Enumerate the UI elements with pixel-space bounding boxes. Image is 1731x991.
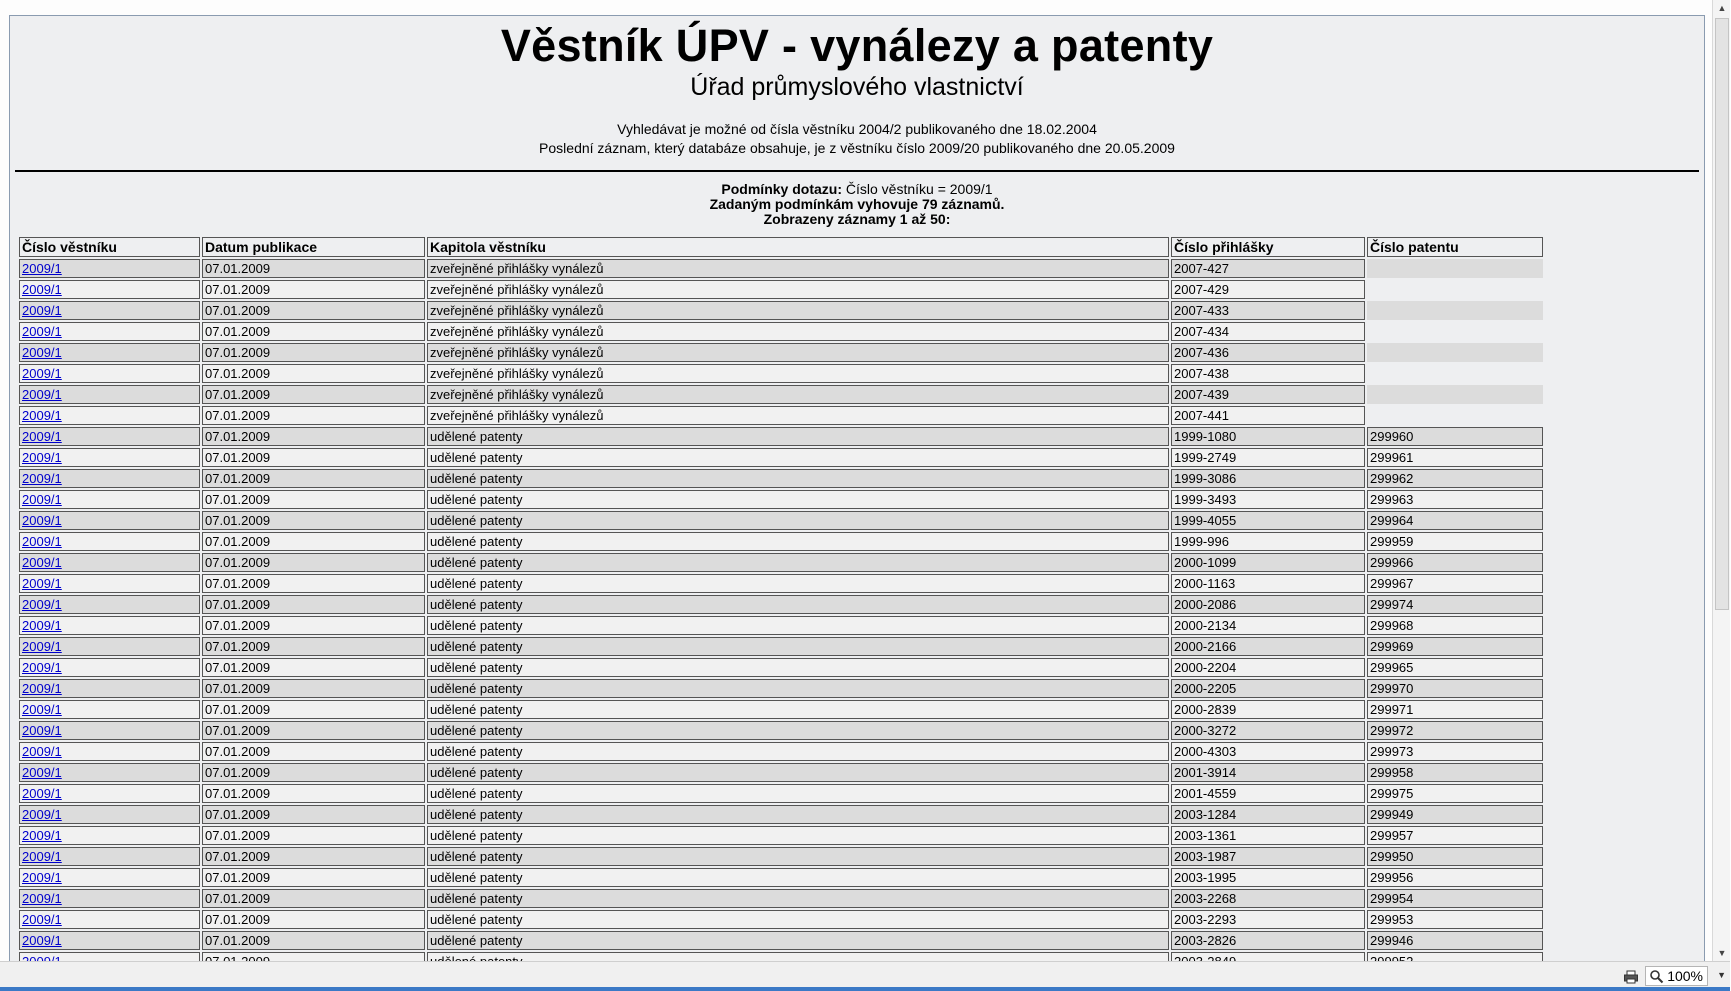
scroll-up-icon[interactable]: ▲ <box>1717 3 1727 13</box>
cell-application-number: 2000-2166 <box>1171 637 1365 656</box>
cell-application-number: 1999-2749 <box>1171 448 1365 467</box>
cell-publication-date: 07.01.2009 <box>202 742 425 761</box>
cell-publication-date: 07.01.2009 <box>202 322 425 341</box>
cell-application-number: 1999-1080 <box>1171 427 1365 446</box>
col-header-chapter: Kapitola věstníku <box>427 237 1169 257</box>
cell-application-number: 2007-433 <box>1171 301 1365 320</box>
header-divider <box>15 170 1699 172</box>
table-row <box>19 406 1543 425</box>
cell-application-number: 2000-2205 <box>1171 679 1365 698</box>
page-title: Věstník ÚPV - vynálezy a patenty <box>500 20 1214 71</box>
cell-publication-date: 07.01.2009 <box>202 280 425 299</box>
col-header-publication-date: Datum publikace <box>202 237 425 257</box>
cell-publication-date: 07.01.2009 <box>202 868 425 887</box>
cell-publication-date: 07.01.2009 <box>202 448 425 467</box>
cell-publication-date: 07.01.2009 <box>202 910 425 929</box>
table-row <box>19 301 1543 320</box>
cell-application-number: 2007-441 <box>1171 406 1365 425</box>
table-row <box>19 574 1543 593</box>
cell-chapter: udělené patenty <box>427 679 1169 698</box>
cell-patent-number: 299972 <box>1367 721 1543 740</box>
cell-issue-number <box>19 322 200 341</box>
cell-issue-number <box>19 721 200 740</box>
issue-link[interactable]: 2009/1 <box>22 744 62 759</box>
table-row <box>19 889 1543 908</box>
cell-publication-date: 07.01.2009 <box>202 889 425 908</box>
page-content <box>9 15 1705 975</box>
table-row <box>19 385 1543 404</box>
table-row <box>19 322 1543 341</box>
cell-application-number: 2000-1163 <box>1171 574 1365 593</box>
cell-patent-number: 299966 <box>1367 553 1543 572</box>
magnifier-icon <box>1650 970 1663 983</box>
cell-issue-number <box>19 280 200 299</box>
cell-chapter: udělené patenty <box>427 805 1169 824</box>
cell-chapter: udělené patenty <box>427 511 1169 530</box>
cell-chapter: udělené patenty <box>427 448 1169 467</box>
cell-patent-number: 299971 <box>1367 700 1543 719</box>
cell-issue-number <box>19 763 200 782</box>
cell-issue-number <box>19 637 200 656</box>
cell-issue-number <box>19 847 200 866</box>
cell-publication-date: 07.01.2009 <box>202 931 425 950</box>
cell-patent-number <box>1367 385 1543 404</box>
cell-chapter: udělené patenty <box>427 763 1169 782</box>
cell-chapter: udělené patenty <box>427 910 1169 929</box>
cell-application-number: 2007-427 <box>1171 259 1365 278</box>
issue-link[interactable]: 2009/1 <box>22 912 62 927</box>
cell-publication-date: 07.01.2009 <box>202 469 425 488</box>
cell-application-number: 2007-434 <box>1171 322 1365 341</box>
cell-patent-number: 299965 <box>1367 658 1543 677</box>
cell-issue-number <box>19 532 200 551</box>
cell-publication-date: 07.01.2009 <box>202 385 425 404</box>
table-row <box>19 280 1543 299</box>
cell-publication-date: 07.01.2009 <box>202 826 425 845</box>
issue-link[interactable]: 2009/1 <box>22 849 62 864</box>
issue-link[interactable]: 2009/1 <box>22 891 62 906</box>
table-row <box>19 784 1543 803</box>
cell-patent-number: 299973 <box>1367 742 1543 761</box>
taskbar-edge <box>0 987 1730 991</box>
issue-link[interactable]: 2009/1 <box>22 786 62 801</box>
cell-chapter: udělené patenty <box>427 868 1169 887</box>
cell-patent-number: 299956 <box>1367 868 1543 887</box>
cell-chapter: udělené patenty <box>427 784 1169 803</box>
issue-link[interactable]: 2009/1 <box>22 324 62 339</box>
col-header-application-number: Číslo přihlášky <box>1171 237 1365 257</box>
cell-publication-date: 07.01.2009 <box>202 511 425 530</box>
issue-link[interactable]: 2009/1 <box>22 828 62 843</box>
issue-link[interactable]: 2009/1 <box>22 282 62 297</box>
cell-issue-number <box>19 616 200 635</box>
issue-link[interactable]: 2009/1 <box>22 345 62 360</box>
cell-application-number: 2000-1099 <box>1171 553 1365 572</box>
table-row <box>19 364 1543 383</box>
issue-link[interactable]: 2009/1 <box>22 513 62 528</box>
query-summary <box>10 182 1704 227</box>
table-row <box>19 511 1543 530</box>
cell-publication-date: 07.01.2009 <box>202 259 425 278</box>
cell-patent-number: 299975 <box>1367 784 1543 803</box>
cell-patent-number <box>1367 343 1543 362</box>
cell-chapter: zveřejněné přihlášky vynálezů <box>427 385 1169 404</box>
cell-issue-number <box>19 511 200 530</box>
query-match-count: Zadaným podmínkám vyhovuje 79 záznamů. <box>709 196 1005 212</box>
cell-application-number: 2001-4559 <box>1171 784 1365 803</box>
cell-patent-number <box>1367 322 1543 341</box>
table-row <box>19 616 1543 635</box>
issue-link[interactable]: 2009/1 <box>22 303 62 318</box>
cell-patent-number: 299954 <box>1367 889 1543 908</box>
cell-patent-number: 299957 <box>1367 826 1543 845</box>
cell-chapter: udělené patenty <box>427 889 1169 908</box>
cell-patent-number: 299974 <box>1367 595 1543 614</box>
cell-application-number: 2001-3914 <box>1171 763 1365 782</box>
cell-patent-number: 299961 <box>1367 448 1543 467</box>
cell-patent-number: 299950 <box>1367 847 1543 866</box>
cell-issue-number <box>19 343 200 362</box>
cell-application-number: 2003-1995 <box>1171 868 1365 887</box>
table-row <box>19 679 1543 698</box>
zoom-control[interactable] <box>1645 966 1708 986</box>
cell-chapter: udělené patenty <box>427 595 1169 614</box>
table-row <box>19 910 1543 929</box>
cell-application-number: 2003-1284 <box>1171 805 1365 824</box>
printer-icon[interactable] <box>1624 971 1638 983</box>
table-row <box>19 805 1543 824</box>
table-row <box>19 637 1543 656</box>
cell-patent-number <box>1367 301 1543 320</box>
cell-publication-date: 07.01.2009 <box>202 595 425 614</box>
query-displayed-range: Zobrazeny záznamy 1 až 50: <box>763 211 951 227</box>
cell-application-number: 2000-2086 <box>1171 595 1365 614</box>
cell-patent-number: 299960 <box>1367 427 1543 446</box>
cell-application-number: 2003-2268 <box>1171 889 1365 908</box>
cell-patent-number: 299963 <box>1367 490 1543 509</box>
cell-issue-number <box>19 259 200 278</box>
issue-link[interactable]: 2009/1 <box>22 765 62 780</box>
issue-link[interactable]: 2009/1 <box>22 408 62 423</box>
cell-application-number: 2007-438 <box>1171 364 1365 383</box>
issue-link[interactable]: 2009/1 <box>22 681 62 696</box>
cell-chapter: udělené patenty <box>427 553 1169 572</box>
issue-link[interactable]: 2009/1 <box>22 429 62 444</box>
cell-publication-date: 07.01.2009 <box>202 700 425 719</box>
cell-publication-date: 07.01.2009 <box>202 763 425 782</box>
cell-chapter: zveřejněné přihlášky vynálezů <box>427 364 1169 383</box>
cell-issue-number <box>19 553 200 572</box>
issue-link[interactable]: 2009/1 <box>22 534 62 549</box>
cell-issue-number <box>19 889 200 908</box>
cell-issue-number <box>19 490 200 509</box>
cell-application-number: 2007-436 <box>1171 343 1365 362</box>
table-row <box>19 343 1543 362</box>
cell-chapter: zveřejněné přihlášky vynálezů <box>427 301 1169 320</box>
table-row <box>19 532 1543 551</box>
cell-publication-date: 07.01.2009 <box>202 847 425 866</box>
cell-patent-number: 299962 <box>1367 469 1543 488</box>
browser-statusbar <box>0 961 1730 991</box>
table-row <box>19 490 1543 509</box>
info-line-first-issue: Vyhledávat je možné od čísla věstníku 2004/2 publikovaného dne 18.02.2004 <box>617 121 1097 137</box>
cell-issue-number <box>19 742 200 761</box>
table-row <box>19 259 1543 278</box>
vertical-scrollbar[interactable] <box>1712 0 1730 961</box>
cell-issue-number <box>19 826 200 845</box>
cell-patent-number <box>1367 364 1543 383</box>
table-row <box>19 427 1543 446</box>
cell-publication-date: 07.01.2009 <box>202 532 425 551</box>
cell-publication-date: 07.01.2009 <box>202 784 425 803</box>
page-subtitle: Úřad průmyslového vlastnictví <box>690 73 1024 101</box>
cell-issue-number <box>19 469 200 488</box>
issue-link[interactable]: 2009/1 <box>22 870 62 885</box>
issue-link[interactable]: 2009/1 <box>22 618 62 633</box>
issue-link[interactable]: 2009/1 <box>22 660 62 675</box>
cell-application-number: 2000-2134 <box>1171 616 1365 635</box>
issue-link[interactable]: 2009/1 <box>22 933 62 948</box>
cell-patent-number <box>1367 259 1543 278</box>
cell-patent-number: 299953 <box>1367 910 1543 929</box>
cell-patent-number: 299967 <box>1367 574 1543 593</box>
issue-link[interactable]: 2009/1 <box>22 387 62 402</box>
cell-application-number: 2003-2826 <box>1171 931 1365 950</box>
cell-patent-number: 299964 <box>1367 511 1543 530</box>
table-row <box>19 553 1543 572</box>
cell-issue-number <box>19 301 200 320</box>
cell-application-number: 1999-4055 <box>1171 511 1365 530</box>
issue-link[interactable]: 2009/1 <box>22 807 62 822</box>
col-header-patent-number: Číslo patentu <box>1367 237 1543 257</box>
zoom-dropdown-icon[interactable]: ▼ <box>1717 970 1726 980</box>
cell-chapter: udělené patenty <box>427 574 1169 593</box>
table-row <box>19 847 1543 866</box>
cell-chapter: udělené patenty <box>427 490 1169 509</box>
cell-issue-number <box>19 658 200 677</box>
cell-issue-number <box>19 700 200 719</box>
table-row <box>19 742 1543 761</box>
table-row <box>19 721 1543 740</box>
table-row <box>19 595 1543 614</box>
cell-chapter: udělené patenty <box>427 427 1169 446</box>
cell-patent-number: 299946 <box>1367 931 1543 950</box>
cell-chapter: udělené patenty <box>427 826 1169 845</box>
table-row <box>19 448 1543 467</box>
cell-publication-date: 07.01.2009 <box>202 658 425 677</box>
cell-application-number: 2000-2839 <box>1171 700 1365 719</box>
cell-issue-number <box>19 406 200 425</box>
issue-link[interactable]: 2009/1 <box>22 366 62 381</box>
cell-application-number: 2007-439 <box>1171 385 1365 404</box>
issue-link[interactable]: 2009/1 <box>22 555 62 570</box>
cell-chapter: zveřejněné přihlášky vynálezů <box>427 343 1169 362</box>
table-row <box>19 868 1543 887</box>
table-row <box>19 763 1543 782</box>
cell-chapter: udělené patenty <box>427 931 1169 950</box>
cell-chapter: udělené patenty <box>427 469 1169 488</box>
cell-application-number: 1999-3086 <box>1171 469 1365 488</box>
cell-issue-number <box>19 931 200 950</box>
cell-patent-number: 299949 <box>1367 805 1543 824</box>
cell-application-number: 2000-4303 <box>1171 742 1365 761</box>
cell-issue-number <box>19 679 200 698</box>
cell-publication-date: 07.01.2009 <box>202 364 425 383</box>
cell-issue-number <box>19 385 200 404</box>
cell-chapter: udělené patenty <box>427 847 1169 866</box>
cell-publication-date: 07.01.2009 <box>202 301 425 320</box>
issue-link[interactable]: 2009/1 <box>22 597 62 612</box>
cell-issue-number <box>19 448 200 467</box>
cell-patent-number: 299968 <box>1367 616 1543 635</box>
cell-application-number: 2003-1987 <box>1171 847 1365 866</box>
scroll-down-icon[interactable]: ▼ <box>1717 948 1727 958</box>
cell-application-number: 2000-2204 <box>1171 658 1365 677</box>
cell-publication-date: 07.01.2009 <box>202 343 425 362</box>
cell-publication-date: 07.01.2009 <box>202 406 425 425</box>
cell-publication-date: 07.01.2009 <box>202 427 425 446</box>
cell-chapter: udělené patenty <box>427 700 1169 719</box>
query-conditions-label: Podmínky dotazu: <box>721 181 842 197</box>
cell-application-number: 2000-3272 <box>1171 721 1365 740</box>
cell-chapter: udělené patenty <box>427 742 1169 761</box>
cell-publication-date: 07.01.2009 <box>202 721 425 740</box>
issue-link[interactable]: 2009/1 <box>22 261 62 276</box>
cell-publication-date: 07.01.2009 <box>202 490 425 509</box>
cell-patent-number: 299970 <box>1367 679 1543 698</box>
cell-issue-number <box>19 574 200 593</box>
cell-issue-number <box>19 868 200 887</box>
cell-publication-date: 07.01.2009 <box>202 616 425 635</box>
query-conditions <box>10 182 1704 197</box>
cell-patent-number: 299969 <box>1367 637 1543 656</box>
scrollbar-thumb[interactable] <box>1715 18 1729 610</box>
col-header-issue-number: Číslo věstníku <box>19 237 200 257</box>
issue-link[interactable]: 2009/1 <box>22 639 62 654</box>
cell-patent-number: 299959 <box>1367 532 1543 551</box>
table-row <box>19 469 1543 488</box>
cell-patent-number: 299958 <box>1367 763 1543 782</box>
cell-issue-number <box>19 784 200 803</box>
cell-chapter: zveřejněné přihlášky vynálezů <box>427 259 1169 278</box>
cell-application-number: 2007-429 <box>1171 280 1365 299</box>
cell-application-number: 1999-3493 <box>1171 490 1365 509</box>
table-header-row <box>19 237 1543 257</box>
cell-application-number: 2003-1361 <box>1171 826 1365 845</box>
query-conditions-value: Číslo věstníku = 2009/1 <box>845 181 993 197</box>
cell-chapter: udělené patenty <box>427 637 1169 656</box>
results-body <box>19 259 1543 971</box>
cell-issue-number <box>19 595 200 614</box>
issue-link[interactable]: 2009/1 <box>22 450 62 465</box>
cell-publication-date: 07.01.2009 <box>202 574 425 593</box>
issue-link[interactable]: 2009/1 <box>22 492 62 507</box>
cell-issue-number <box>19 364 200 383</box>
cell-application-number: 2003-2293 <box>1171 910 1365 929</box>
cell-chapter: udělené patenty <box>427 721 1169 740</box>
cell-application-number: 1999-996 <box>1171 532 1365 551</box>
cell-issue-number <box>19 805 200 824</box>
cell-chapter: zveřejněné přihlášky vynálezů <box>427 280 1169 299</box>
page-header <box>10 16 1704 158</box>
cell-publication-date: 07.01.2009 <box>202 805 425 824</box>
database-info <box>10 120 1704 158</box>
issue-link[interactable]: 2009/1 <box>22 576 62 591</box>
cell-patent-number <box>1367 406 1543 425</box>
table-row <box>19 826 1543 845</box>
zoom-level: 100% <box>1667 968 1703 984</box>
table-row <box>19 658 1543 677</box>
cell-patent-number <box>1367 280 1543 299</box>
issue-link[interactable]: 2009/1 <box>22 723 62 738</box>
issue-link[interactable]: 2009/1 <box>22 471 62 486</box>
cell-issue-number <box>19 427 200 446</box>
cell-chapter: udělené patenty <box>427 532 1169 551</box>
cell-chapter: udělené patenty <box>427 616 1169 635</box>
table-row <box>19 700 1543 719</box>
cell-issue-number <box>19 910 200 929</box>
info-line-last-issue: Poslední záznam, který databáze obsahuje, je z věstníku číslo 2009/20 publikovaného dne 20.05.2009 <box>539 140 1175 156</box>
table-row <box>19 931 1543 950</box>
cell-publication-date: 07.01.2009 <box>202 553 425 572</box>
cell-chapter: udělené patenty <box>427 658 1169 677</box>
cell-chapter: zveřejněné přihlášky vynálezů <box>427 406 1169 425</box>
results-table <box>17 235 1545 973</box>
cell-publication-date: 07.01.2009 <box>202 637 425 656</box>
cell-publication-date: 07.01.2009 <box>202 679 425 698</box>
cell-chapter: zveřejněné přihlášky vynálezů <box>427 322 1169 341</box>
issue-link[interactable]: 2009/1 <box>22 702 62 717</box>
